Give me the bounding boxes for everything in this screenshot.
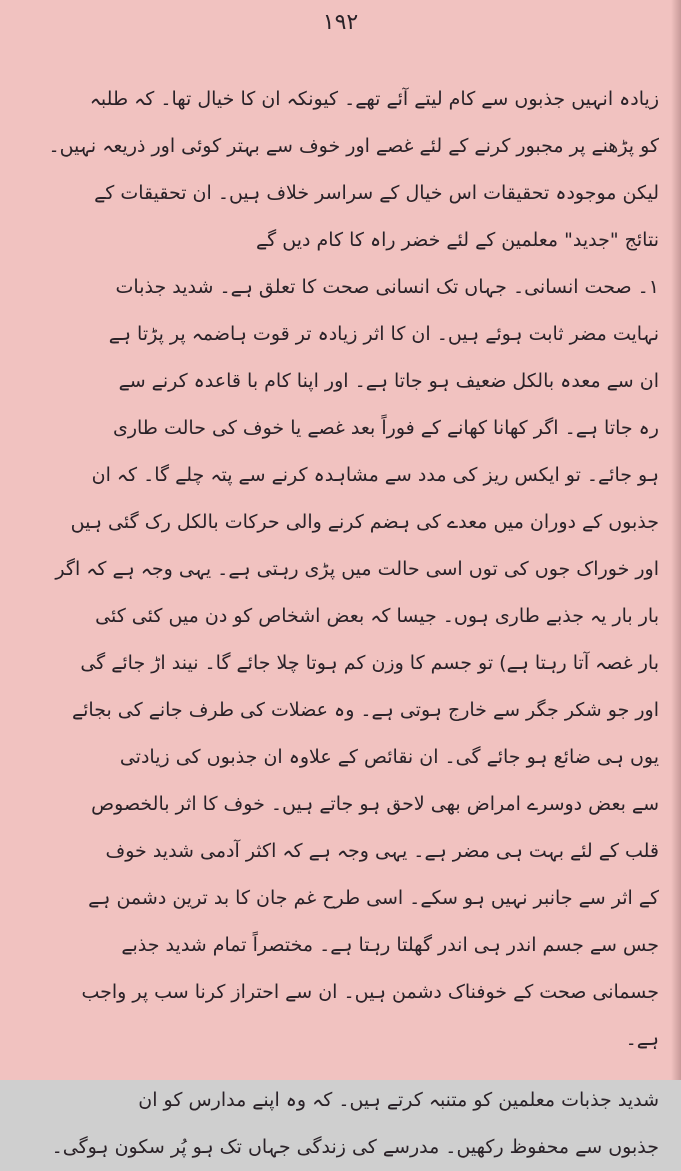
page-edge-shadow <box>671 0 681 1080</box>
text-line: ہے۔ <box>625 1028 659 1050</box>
text-line: اور جو شکر جگر سے خارج ہوتی ہے۔ وہ عضلات کی طرف جانے کی بجائے <box>72 699 659 721</box>
text-line: ان سے معدہ بالکل ضعیف ہو جاتا ہے۔ اور اپنا کام با قاعدہ کرنے سے <box>118 370 659 392</box>
text-line: ۱۔ صحت انسانی۔ جہاں تک انسانی صحت کا تعلق ہے۔ شدید جذبات <box>115 276 659 298</box>
body-text <box>30 76 659 1171</box>
text-line: جسمانی صحت کے خوفناک دشمن ہیں۔ ان سے احتراز کرنا سب پر واجب <box>81 981 659 1003</box>
text-line: قلب کے لئے بہت ہی مضر ہے۔ یہی وجہ ہے کہ اکثر آدمی شدید خوف <box>105 840 659 862</box>
text-line: کو پڑھنے پر مجبور کرنے کے لئے غصے اور خوف سے بہتر کوئی اور ذریعہ نہیں۔ <box>48 135 659 157</box>
text-line: جذبوں کے دوران میں معدے کی ہضم کرنے والی حرکات بالکل رک گئی ہیں <box>70 511 659 533</box>
text-line: نہایت مضر ثابت ہوئے ہیں۔ ان کا اثر زیادہ تر قوت ہاضمہ پر پڑتا ہے <box>108 323 659 345</box>
text-line: سے بعض دوسرے امراض بھی لاحق ہو جاتے ہیں۔ خوف کا اثر بالخصوص <box>91 793 659 815</box>
text-line: کے اثر سے جانبر نہیں ہو سکے۔ اسی طرح غم جان کا بد ترین دشمن ہے <box>88 887 659 909</box>
text-line: اور خوراک جوں کی توں اسی حالت میں پڑی رہتی ہے۔ یہی وجہ ہے کہ اگر <box>55 558 659 580</box>
text-line: لیکن موجودہ تحقیقات اس خیال کے سراسر خلاف ہیں۔ ان تحقیقات کے <box>94 182 659 204</box>
paragraph-gap <box>30 1063 659 1077</box>
text-line: جذبوں سے محفوظ رکھیں۔ مدرسے کی زندگی جہاں تک ہو پُر سکون ہوگی۔ <box>51 1136 659 1158</box>
text-line: رہ جاتا ہے۔ اگر کھانا کھانے کے فوراً بعد غصے یا خوف کی حالت طاری <box>112 417 659 439</box>
text-line: جس سے جسم اندر ہی اندر گھلتا رہتا ہے۔ مختصراً تمام شدید جذبے <box>121 934 659 956</box>
text-line: نتائج "جدید" معلمین کے لئے خضر راہ کا کام دیں گے <box>256 229 659 251</box>
page-number: ۱۹۲ <box>322 10 359 35</box>
text-line: زیادہ انہیں جذبوں سے کام لیتے آئے تھے۔ کیونکہ ان کا خیال تھا۔ کہ طلبہ <box>89 88 659 110</box>
text-line: ہو جائے۔ تو ایکس ریز کی مدد سے مشاہدہ کرنے سے پتہ چلے گا۔ کہ ان <box>91 464 659 486</box>
text-line: شدید جذبات معلمین کو متنبہ کرتے ہیں۔ کہ وہ اپنے مدارس کو ان <box>138 1089 659 1111</box>
text-line: یوں ہی ضائع ہو جائے گی۔ ان نقائص کے علاوہ ان جذبوں کی زیادتی <box>119 746 659 768</box>
text-line: بار بار یہ جذبے طاری ہوں۔ جیسا کہ بعض اشخاص کو دن میں کئی کئی <box>95 605 659 627</box>
text-line: بار غصہ آتا رہتا ہے) تو جسم کا وزن کم ہوتا چلا جائے گا۔ نیند اڑ جائے گی <box>80 652 659 674</box>
